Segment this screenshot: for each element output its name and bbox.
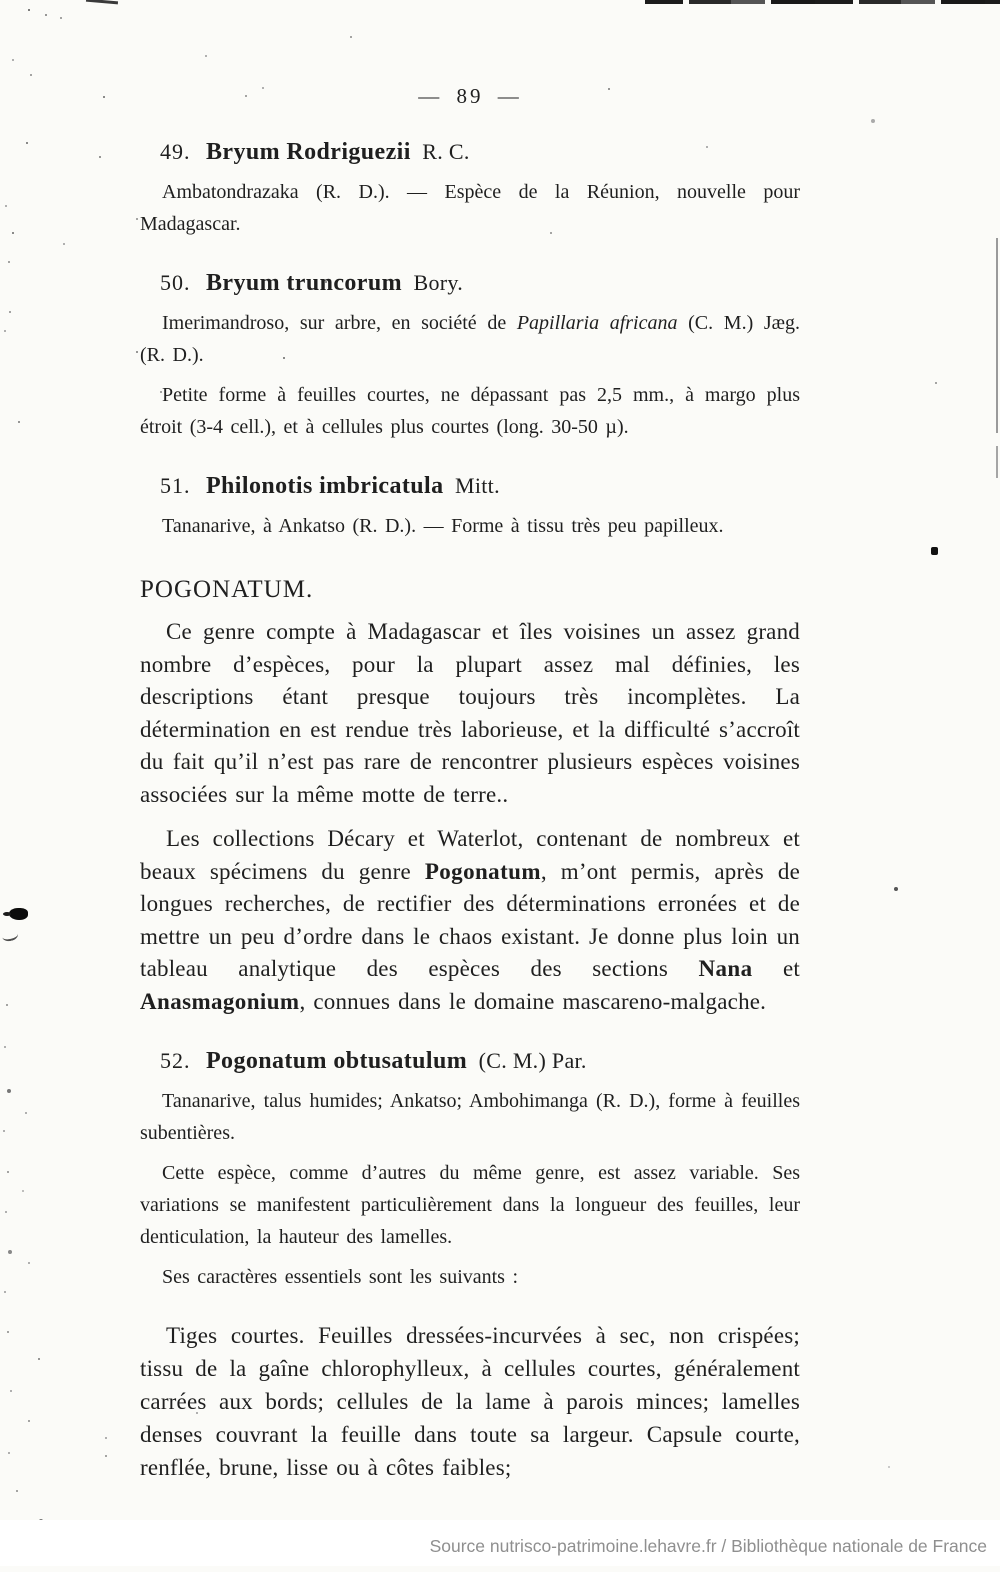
pogonatum-p2-bold-nana: Nana: [698, 956, 753, 981]
scan-edge-artifact-right-upper: [996, 238, 998, 433]
entry-50-species-name: Bryum truncorum: [206, 270, 402, 296]
entry-52-note-3: Ses caractères essentiels sont les suivants :: [162, 1266, 519, 1288]
entry-52-note-2: Cette espèce, comme d’autres du même genre, est assez variable. Ses variations se manifestent particulièrement dans la longueur des feuilles, leur denticulation, la hauteur des lamelles.: [140, 1162, 800, 1248]
ink-blot-mark: [9, 908, 28, 920]
entry-49-number: 49.: [160, 139, 191, 164]
entry-52-number: 52.: [160, 1048, 191, 1073]
pogonatum-genus-section: [140, 576, 800, 1018]
entry-50-note-text: Imerimandroso, sur arbre, en société de: [162, 312, 517, 334]
entry-50-number: 50.: [160, 270, 191, 295]
scan-edge-artifact-top: [645, 0, 1000, 4]
entry-52-species-name: Pogonatum obtusatulum: [206, 1048, 468, 1074]
scan-edge-artifact-top-left: [86, 0, 118, 4]
entry-50-author: Bory.: [413, 270, 464, 295]
scanned-page: [140, 84, 800, 1484]
pogonatum-paragraph-2: [140, 823, 800, 1018]
pogonatum-p2-text-e: et: [752, 956, 801, 981]
entry-50-heading: [160, 270, 800, 297]
entry-50-note: [140, 307, 800, 371]
entry-52-description: Tiges courtes. Feuilles dressées-incurvées à sec, non crispées; tissu de la gaîne chlorophylleux, à cellules courtes, généralement carrées aux bords; cellules de la lame à parois minces; lamelles denses couvrant la feuille dans toute sa largeur. Capsule courte, renflée, brune, lisse ou à côtes faibles;: [140, 1323, 800, 1480]
entry-52: [140, 1048, 800, 1484]
entry-51-species-name: Philonotis imbricatula: [206, 473, 444, 499]
margin-ink-dot: [931, 547, 938, 555]
entry-52-note: Tananarive, talus humides; Ankatso; Ambohimanga (R. D.), forme à feuilles subentières.: [140, 1090, 800, 1144]
entry-49: [140, 139, 800, 240]
scan-edge-artifact-right-lower: [996, 446, 998, 478]
pogonatum-p2-text-a: Les collections Décary et Waterlot, contenant de nombreux et beaux spécimens du genre: [140, 826, 800, 884]
entry-50: [140, 270, 800, 443]
source-attribution: Source nutrisco-patrimoine.lehavre.fr / Bibliothèque nationale de France: [429, 1536, 987, 1556]
entry-50-note-species-italic: Papillaria africana: [516, 312, 678, 334]
scan-noise-specks: [0, 0, 2, 2]
entry-50-note-text-end: (C. M.) Jæg. (R. D.).: [140, 312, 800, 366]
entry-49-species-name: Bryum Rodriguezii: [206, 139, 411, 165]
entry-51-heading: [160, 473, 800, 500]
pogonatum-paragraph-1: Ce genre compte à Madagascar et îles voisines un assez grand nombre d’espèces, pour la plupart assez mal définies, les descriptions étant presque toujours très incomplètes. La détermination en est rendue très laborieuse, et la difficulté s’accroît du fait qu’il n’est pas rare de rencontrer plusieurs espèces voisines associées sur la même motte de terre..: [140, 619, 800, 807]
entry-49-heading: [160, 139, 800, 166]
pogonatum-p2-bold-pogonatum: Pogonatum: [424, 858, 541, 884]
entry-49-author: R. C.: [422, 139, 470, 164]
genus-title: POGONATUM.: [140, 576, 314, 603]
entry-52-author: (C. M.) Par.: [478, 1048, 587, 1073]
entry-50-note-2: Petite forme à feuilles courtes, ne dépassant pas 2,5 mm., à margo plus étroit (3-4 cell.), et à cellules plus courtes (long. 30-50 µ).: [140, 384, 800, 438]
entry-51-note: Tananarive, à Ankatso (R. D.). — Forme à tissu très peu papilleux.: [162, 515, 724, 537]
page-number: — 89 —: [418, 84, 522, 108]
entry-51-author: Mitt.: [454, 473, 500, 498]
pogonatum-p2-text-c: , m’ont permis, après de longues recherches, de rectifier des déterminations erronées et de mettre un peu d’ordre dans le chaos existant. Je donne plus loin un tableau analytique des espèces des sections: [140, 858, 800, 981]
pogonatum-p2-text-g: , connues dans le domaine mascareno-malgache.: [299, 988, 767, 1014]
entry-51: [140, 473, 800, 542]
ink-tick-mark: [1, 928, 19, 942]
entry-52-heading: [160, 1048, 800, 1075]
entry-49-note: Ambatondrazaka (R. D.). — Espèce de la Réunion, nouvelle pour Madagascar.: [140, 181, 800, 235]
entry-51-number: 51.: [160, 473, 191, 498]
pogonatum-p2-bold-anasmagonium: Anasmagonium: [140, 988, 300, 1014]
footer-bar: [0, 1520, 1000, 1566]
